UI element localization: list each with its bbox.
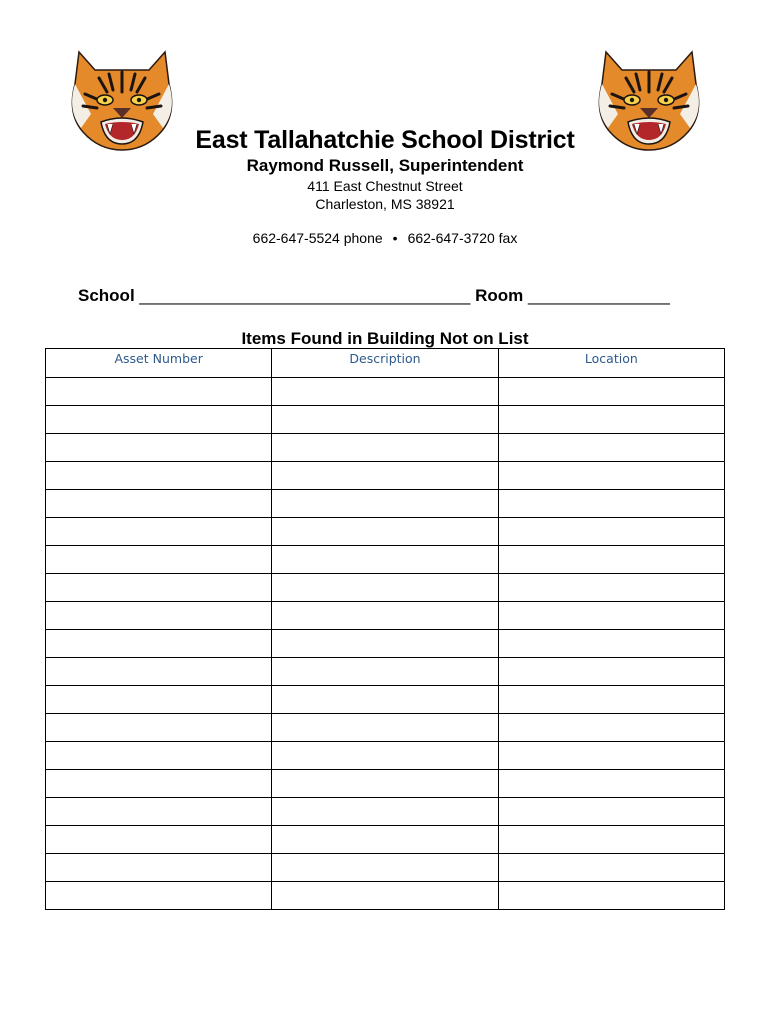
table-row [46,630,725,658]
location-cell[interactable] [498,882,724,910]
asset-number-cell[interactable] [46,742,272,770]
table-row [46,490,725,518]
table-row [46,434,725,462]
list-title: Items Found in Building Not on List [241,329,529,348]
city-state-zip: Charleston, MS 38921 [315,196,455,212]
fax-number: 662-647-3720 fax [407,230,518,246]
school-field[interactable]: ___________________________________ [139,286,471,305]
location-cell[interactable] [498,406,724,434]
location-cell[interactable] [498,826,724,854]
table-row [46,406,725,434]
location-cell[interactable] [498,798,724,826]
asset-number-cell[interactable] [46,826,272,854]
asset-number-cell[interactable] [46,854,272,882]
district-title: East Tallahatchie School District [195,126,575,154]
asset-number-cell[interactable] [46,574,272,602]
location-cell[interactable] [498,630,724,658]
phone-number: 662-647-5524 phone [252,230,383,246]
asset-number-cell[interactable] [46,406,272,434]
separator-bullet: • [392,230,398,246]
location-cell[interactable] [498,378,724,406]
location-cell[interactable] [498,742,724,770]
table-row [46,602,725,630]
table-row [46,770,725,798]
description-cell[interactable] [272,462,498,490]
column-header-location: Location [498,349,724,378]
table-header-row [46,349,725,378]
asset-number-cell[interactable] [46,546,272,574]
room-field[interactable]: _______________ [527,286,670,305]
asset-number-cell[interactable] [46,686,272,714]
description-cell[interactable] [272,490,498,518]
table-row [46,686,725,714]
street-address: 411 East Chestnut Street [307,178,463,194]
description-cell[interactable] [272,826,498,854]
asset-number-cell[interactable] [46,490,272,518]
table-row [46,658,725,686]
location-cell[interactable] [498,714,724,742]
description-cell[interactable] [272,434,498,462]
location-cell[interactable] [498,434,724,462]
description-cell[interactable] [272,602,498,630]
description-cell[interactable] [272,518,498,546]
location-cell[interactable] [498,518,724,546]
asset-number-cell[interactable] [46,518,272,546]
description-cell[interactable] [272,714,498,742]
asset-number-cell[interactable] [46,630,272,658]
school-label: School [78,286,135,305]
items-table [45,348,725,910]
description-cell[interactable] [272,742,498,770]
table-row [46,714,725,742]
table-row [46,882,725,910]
table-row [46,546,725,574]
school-room-line [78,286,670,306]
column-header-description: Description [272,349,498,378]
asset-number-cell[interactable] [46,462,272,490]
asset-number-cell[interactable] [46,770,272,798]
table-row [46,854,725,882]
column-header-asset-number: Asset Number [46,349,272,378]
asset-number-cell[interactable] [46,714,272,742]
location-cell[interactable] [498,602,724,630]
table-body [46,378,725,910]
description-cell[interactable] [272,658,498,686]
table-row [46,378,725,406]
asset-number-cell[interactable] [46,434,272,462]
table-row [46,826,725,854]
table-row [46,574,725,602]
table-row [46,798,725,826]
description-cell[interactable] [272,686,498,714]
table-row [46,518,725,546]
location-cell[interactable] [498,686,724,714]
location-cell[interactable] [498,490,724,518]
contact-line [0,230,770,246]
location-cell[interactable] [498,546,724,574]
superintendent-name: Raymond Russell, Superintendent [246,156,524,175]
description-cell[interactable] [272,574,498,602]
table-row [46,742,725,770]
asset-number-cell[interactable] [46,798,272,826]
location-cell[interactable] [498,658,724,686]
description-cell[interactable] [272,630,498,658]
table-row [46,462,725,490]
description-cell[interactable] [272,378,498,406]
asset-number-cell[interactable] [46,602,272,630]
description-cell[interactable] [272,406,498,434]
location-cell[interactable] [498,770,724,798]
location-cell[interactable] [498,574,724,602]
asset-number-cell[interactable] [46,882,272,910]
description-cell[interactable] [272,882,498,910]
location-cell[interactable] [498,854,724,882]
asset-number-cell[interactable] [46,378,272,406]
description-cell[interactable] [272,854,498,882]
description-cell[interactable] [272,798,498,826]
location-cell[interactable] [498,462,724,490]
description-cell[interactable] [272,770,498,798]
description-cell[interactable] [272,546,498,574]
asset-number-cell[interactable] [46,658,272,686]
room-label: Room [475,286,524,305]
